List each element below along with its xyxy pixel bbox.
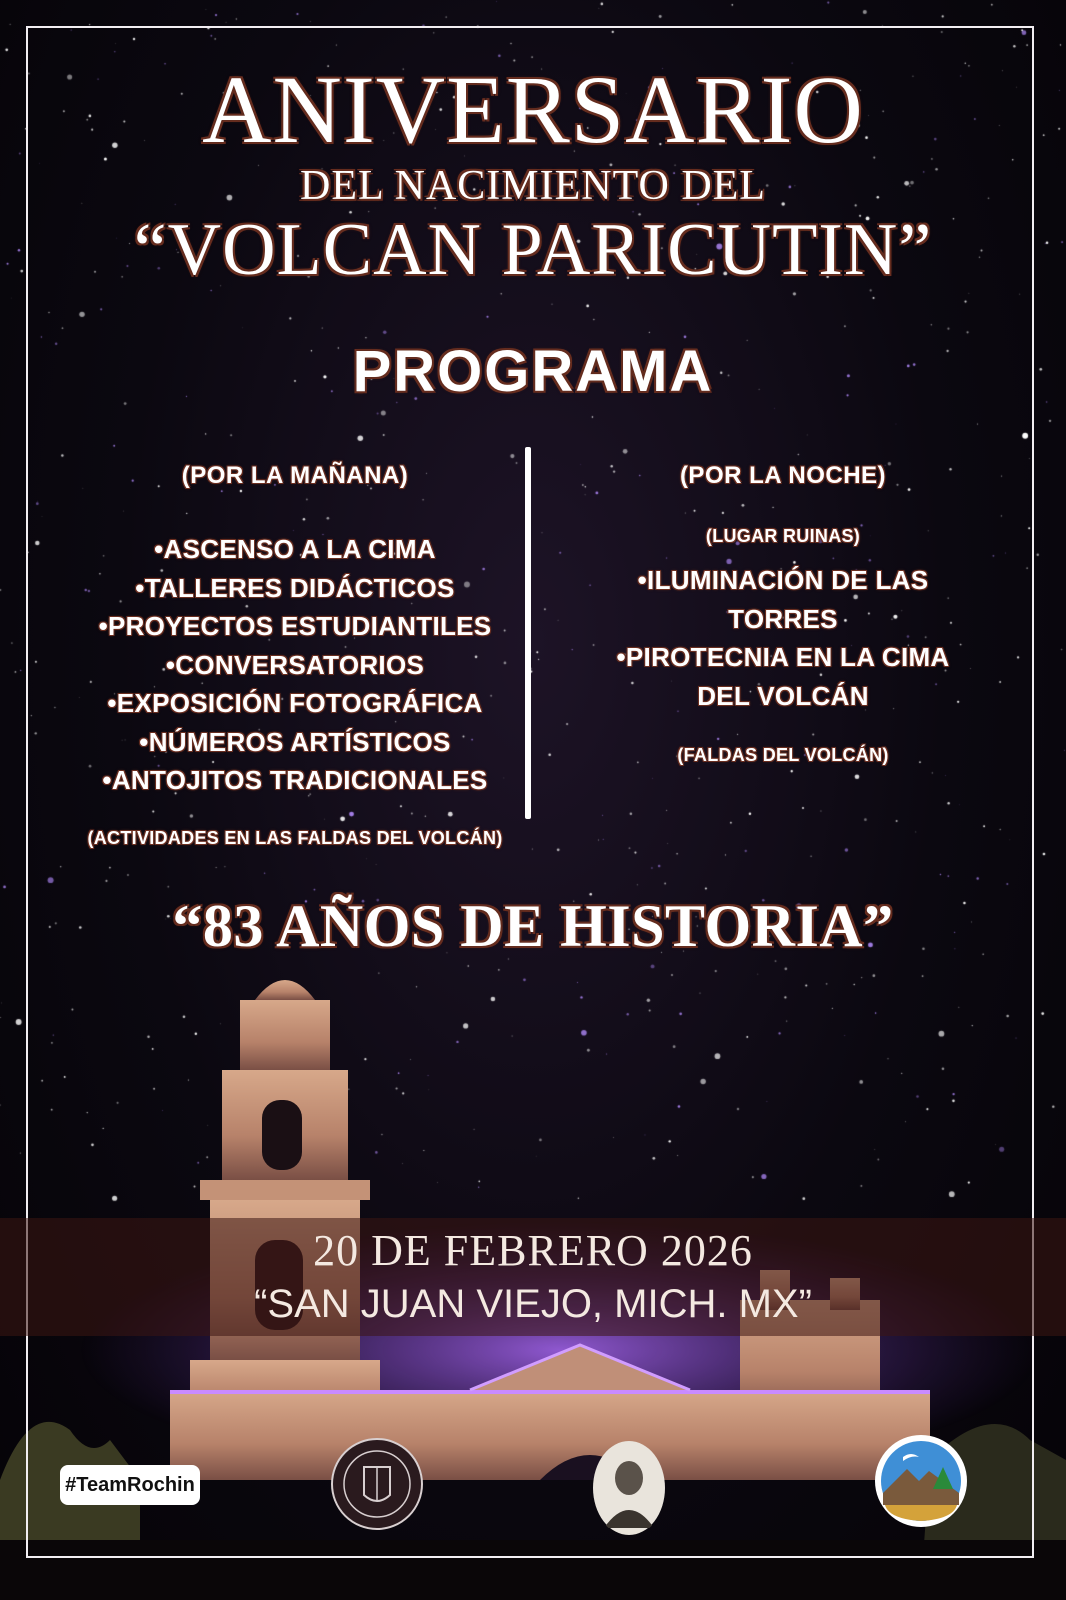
night-column xyxy=(548,462,1018,766)
event-date: 20 DE FEBRERO 2026 xyxy=(313,1226,753,1275)
night-item: DEL VOLCÁN xyxy=(697,680,869,711)
night-heading: (POR LA NOCHE) xyxy=(679,462,887,489)
morning-item: •EXPOSICIÓN FOTOGRÁFICA xyxy=(107,688,483,718)
night-item: •ILUMINACIÓN DE LAS xyxy=(637,565,929,595)
morning-column xyxy=(60,462,530,800)
hashtag-badge: #TeamRochin xyxy=(60,1465,200,1505)
night-place: (LUGAR RUINAS) xyxy=(705,526,861,546)
night-item: TORRES xyxy=(728,603,838,634)
morning-item: •NÚMEROS ARTÍSTICOS xyxy=(139,726,451,757)
tagline: “83 AÑOS DE HISTORIA” xyxy=(172,893,894,959)
night-item: •PIROTECNIA EN LA CIMA xyxy=(616,642,950,672)
morning-item: •TALLERES DIDÁCTICOS xyxy=(135,572,455,603)
morning-item: •CONVERSATORIOS xyxy=(165,649,425,680)
event-location: “SAN JUAN VIEJO, MICH. MX” xyxy=(254,1282,812,1326)
morning-note: (ACTIVIDADES EN LAS FALDAS DEL VOLCÁN) xyxy=(87,828,503,848)
morning-item: •ANTOJITOS TRADICIONALES xyxy=(102,765,488,795)
night-note: (FALDAS DEL VOLCÁN) xyxy=(677,745,889,765)
volcano-eagle-logo-icon xyxy=(873,1433,969,1529)
poster-title: ANIVERSARIO xyxy=(202,56,864,163)
poster-subtitle: DEL NACIMIENTO DEL xyxy=(300,163,766,209)
morning-item: •PROYECTOS ESTUDIANTILES xyxy=(98,611,492,641)
municipal-seal-icon xyxy=(330,1437,424,1531)
morning-heading: (POR LA MAÑANA) xyxy=(181,462,409,489)
morning-item: •ASCENSO A LA CIMA xyxy=(154,534,436,564)
program-heading: PROGRAMA xyxy=(352,339,714,404)
volcano-name: “VOLCAN PARICUTIN” xyxy=(133,209,933,291)
historic-portrait-icon xyxy=(592,1440,666,1536)
